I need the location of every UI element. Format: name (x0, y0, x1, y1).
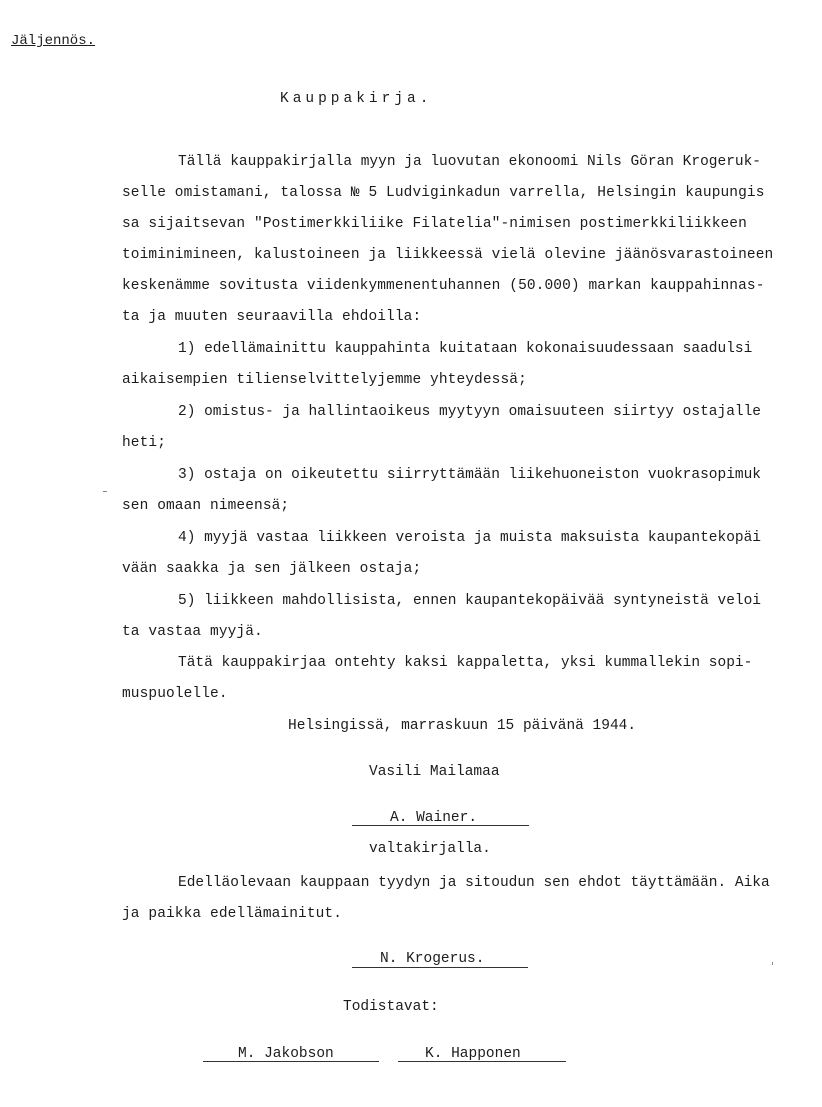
buyer-signature: N. Krogerus. (380, 951, 485, 967)
scan-mark (772, 962, 773, 965)
witnesses-label: Todistavat: (343, 999, 439, 1015)
body-line: ta ja muuten seuraavilla ehdoilla: (122, 309, 422, 325)
body-line: Tätä kauppakirjaa ontehty kaksi kappaletta, yksi kummallekin sopi- (178, 655, 753, 671)
body-line: keskenämme sovitusta viidenkymmenentuhannen (50.000) markan kauppahinnas- (122, 278, 765, 294)
seller-name: Vasili Mailamaa (369, 764, 500, 780)
seller-signature-line (352, 825, 529, 826)
proxy-note: valtakirjalla. (369, 841, 491, 857)
witness-signature-line (203, 1061, 379, 1062)
body-line: sa sijaitsevan "Postimerkkiliike Filatelia"-nimisen postimerkkiliikkeen (122, 216, 747, 232)
body-line: toiminimineen, kalustoineen ja liikkeessä vielä olevine jäänösvarastoineen (122, 247, 774, 263)
clause-4-line: 4) myyjä vastaa liikkeen veroista ja muista maksuista kaupantekopäi (178, 530, 761, 546)
acceptance-line: ja paikka edellämainitut. (122, 906, 343, 922)
clause-5-line: 5) liikkeen mahdollisista, ennen kaupantekopäivää syntyneistä veloi (178, 593, 761, 609)
buyer-signature-line (352, 967, 528, 968)
copy-label: Jäljennös. (11, 33, 96, 49)
body-line: Tällä kauppakirjalla myyn ja luovutan ekonoomi Nils Göran Krogeruk- (178, 154, 761, 170)
clause-2-line: 2) omistus- ja hallintaoikeus myytyyn omaisuuteen siirtyy ostajalle (178, 404, 761, 420)
witness-signature: M. Jakobson (238, 1046, 334, 1062)
body-line: selle omistamani, talossa № 5 Ludviginkadun varrella, Helsingin kaupungis (122, 185, 765, 201)
place-date: Helsingissä, marraskuun 15 päivänä 1944. (288, 718, 637, 734)
body-line: muspuolelle. (122, 686, 228, 702)
clause-1-line: aikaisempien tilienselvittelyjemme yhteydessä; (122, 372, 527, 388)
clause-3-line: sen omaan nimeensä; (122, 498, 290, 514)
clause-4-line: vään saakka ja sen jälkeen ostaja; (122, 561, 422, 577)
witness-signature: K. Happonen (425, 1046, 521, 1062)
clause-1-line: 1) edellämainittu kauppahinta kuitataan kokonaisuudessaan saadulsi (178, 341, 753, 357)
clause-2-line: heti; (122, 435, 167, 451)
clause-5-line: ta vastaa myyjä. (122, 624, 263, 640)
acceptance-line: Edelläolevaan kauppaan tyydyn ja sitoudun sen ehdot täyttämään. Aika (178, 875, 770, 891)
witness-signature-line (398, 1061, 566, 1062)
scan-mark (103, 491, 107, 492)
document-title: Kauppakirja. (280, 91, 433, 107)
seller-signature: A. Wainer. (390, 810, 478, 826)
clause-3-line: 3) ostaja on oikeutettu siirryttämään liikehuoneiston vuokrasopimuk (178, 467, 761, 483)
